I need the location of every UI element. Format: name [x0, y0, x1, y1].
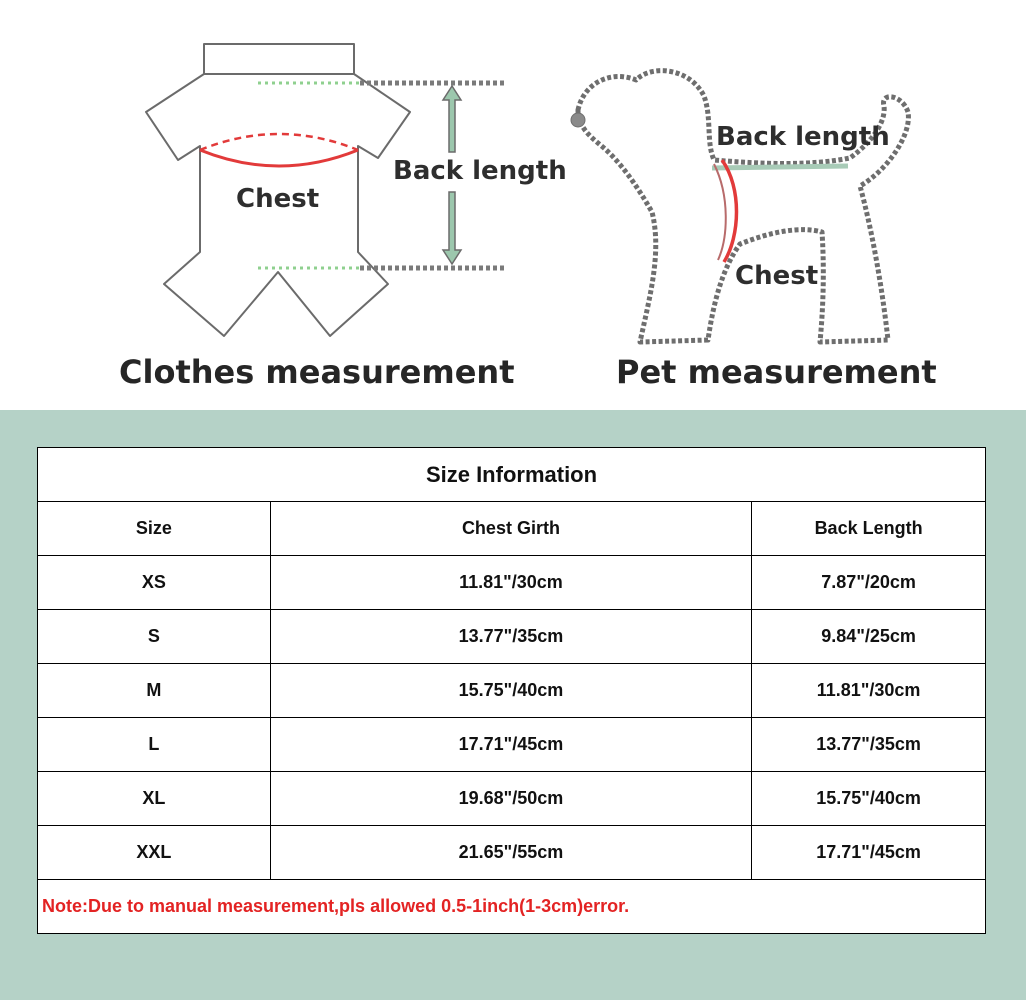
pet-back-length-line	[712, 166, 848, 168]
back-length-cell: 15.75"/40cm	[752, 772, 986, 826]
size-cell: XS	[38, 556, 271, 610]
back-length-cell: 17.71"/45cm	[752, 826, 986, 880]
header-back-length: Back Length	[752, 502, 986, 556]
size-cell: XXL	[38, 826, 271, 880]
clothes-measurement-caption: Clothes measurement	[119, 353, 515, 391]
table-row	[38, 664, 986, 718]
chest-girth-cell: 19.68"/50cm	[270, 772, 751, 826]
size-cell: M	[38, 664, 271, 718]
clothes-chest-label: Chest	[236, 184, 320, 214]
dog-nose	[571, 113, 585, 127]
chest-girth-cell: 21.65"/55cm	[270, 826, 751, 880]
pet-chest-label: Chest	[735, 261, 819, 291]
size-cell: XL	[38, 772, 271, 826]
table-note-row	[38, 880, 986, 934]
table-title: Size Information	[38, 448, 986, 502]
pet-back-length-label: Back length	[716, 122, 890, 152]
back-length-cell: 9.84"/25cm	[752, 610, 986, 664]
chest-girth-cell: 11.81"/30cm	[270, 556, 751, 610]
dog-drawing	[578, 71, 908, 342]
table-row	[38, 826, 986, 880]
clothes-back-length-label: Back length	[393, 156, 567, 186]
size-information-table	[37, 447, 986, 934]
diagram-illustrations	[0, 0, 1026, 410]
chest-girth-cell: 17.71"/45cm	[270, 718, 751, 772]
table-row	[38, 772, 986, 826]
table-header-row	[38, 502, 986, 556]
header-chest-girth: Chest Girth	[270, 502, 751, 556]
table-row	[38, 556, 986, 610]
chest-girth-cell: 13.77"/35cm	[270, 610, 751, 664]
back-length-cell: 7.87"/20cm	[752, 556, 986, 610]
header-size: Size	[38, 502, 271, 556]
table-row	[38, 610, 986, 664]
chest-girth-cell: 15.75"/40cm	[270, 664, 751, 718]
table-title-row	[38, 448, 986, 502]
back-length-cell: 13.77"/35cm	[752, 718, 986, 772]
pet-measurement-caption: Pet measurement	[616, 353, 937, 391]
size-cell: S	[38, 610, 271, 664]
measurement-note: Note:Due to manual measurement,pls allowed 0.5-1inch(1-3cm)error.	[38, 880, 986, 934]
back-length-cell: 11.81"/30cm	[752, 664, 986, 718]
measurement-diagrams	[0, 0, 1026, 410]
table-row	[38, 718, 986, 772]
size-cell: L	[38, 718, 271, 772]
